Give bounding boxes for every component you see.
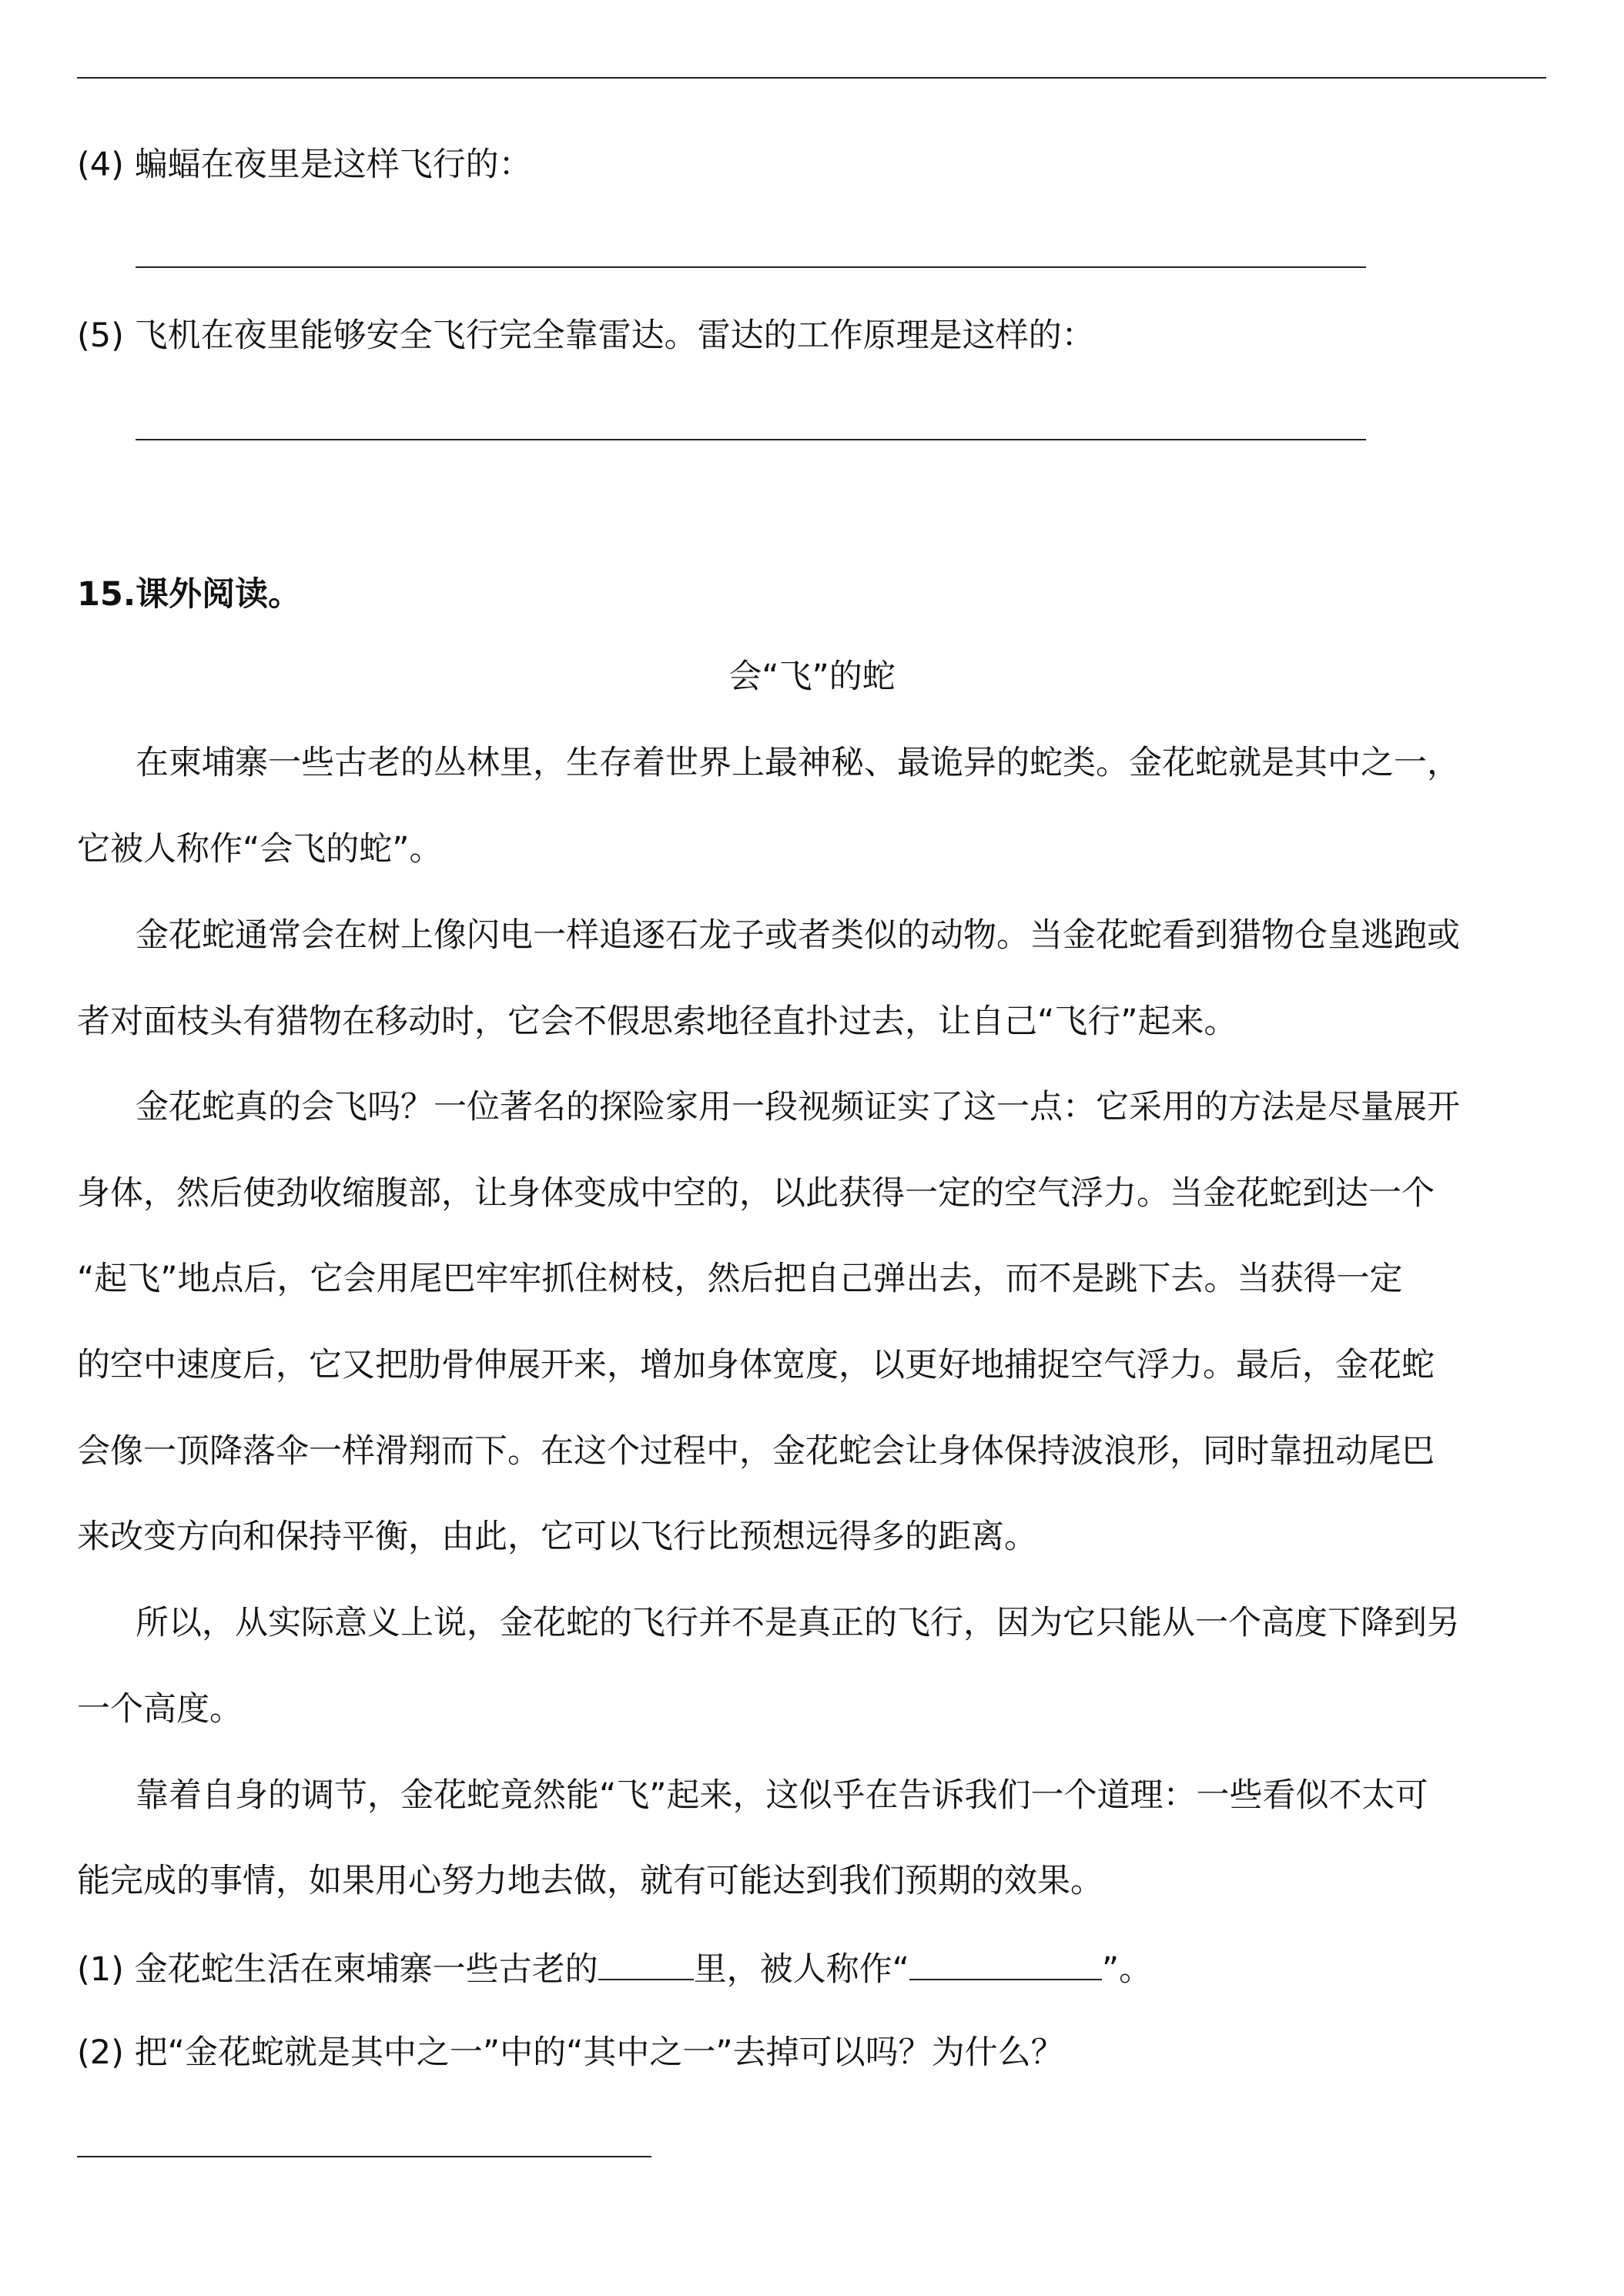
section-heading: 15.课外阅读。 bbox=[77, 575, 302, 614]
answer-line-q4[interactable] bbox=[136, 266, 1366, 268]
passage-line: 的空中速度后，它又把肋骨伸展开来，增加身体宽度，以更好地捕捉空气浮力。最后，金花蛇 bbox=[77, 1346, 1435, 1384]
passage-title: 会“飞”的蛇 bbox=[728, 658, 896, 696]
passage-line: 它被人称作“会飞的蛇”。 bbox=[77, 830, 443, 869]
passage-line: 能完成的事情，如果用心努力地去做，就有可能达到我们预期的效果。 bbox=[77, 1862, 1103, 1900]
passage-line: 会像一顶降落伞一样滑翔而下。在这个过程中，金花蛇会让身体保持波浪形，同时靠扭动尾巴 bbox=[77, 1432, 1435, 1471]
passage-line: 来改变方向和保持平衡，由此，它可以飞行比预想远得多的距离。 bbox=[77, 1518, 1037, 1556]
passage-line: 一个高度。 bbox=[77, 1690, 243, 1729]
sub-question-1 bbox=[77, 1945, 1152, 1991]
top-answer-line bbox=[77, 77, 1546, 79]
question-4: (4) 蝙蝠在夜里是这样飞行的： bbox=[77, 146, 532, 184]
sub-question-1-part1: (1) 金花蛇生活在柬埔寨一些古老的 bbox=[77, 1950, 598, 1989]
sub-question-2: (2) 把“金花蛇就是其中之一”中的“其中之一”去掉可以吗？为什么？ bbox=[77, 2033, 1064, 2072]
passage-line: 者对面枝头有猎物在移动时，它会不假思索地径直扑过去，让自己“飞行”起来。 bbox=[77, 1002, 1237, 1041]
passage-line: 靠着自身的调节，金花蛇竟然能“飞”起来，这似乎在告诉我们一个道理：一些看似不太可 bbox=[136, 1776, 1428, 1815]
passage-line: 所以，从实际意义上说，金花蛇的飞行并不是真正的飞行，因为它只能从一个高度下降到另 bbox=[136, 1604, 1460, 1642]
answer-line-q5[interactable] bbox=[136, 439, 1366, 440]
question-5: (5) 飞机在夜里能够安全飞行完全靠雷达。雷达的工作原理是这样的： bbox=[77, 316, 1095, 355]
passage-line: 金花蛇真的会飞吗？一位著名的探险家用一段视频证实了这一点：它采用的方法是尽量展开 bbox=[136, 1088, 1460, 1126]
answer-line-sq2[interactable] bbox=[77, 2156, 651, 2157]
blank-forest[interactable] bbox=[598, 1945, 694, 1980]
passage-line: 身体，然后使劲收缩腹部，让身体变成中空的，以此获得一定的空气浮力。当金花蛇到达一个 bbox=[77, 1174, 1435, 1213]
passage-line: 金花蛇通常会在树上像闪电一样追逐石龙子或者类似的动物。当金花蛇看到猎物仓皇逃跑或 bbox=[136, 916, 1460, 955]
sub-question-1-part3: ”。 bbox=[1101, 1950, 1153, 1989]
blank-nickname[interactable] bbox=[909, 1945, 1102, 1980]
passage-line: “起飞”地点后，它会用尾巴牢牢抓住树枝，然后把自己弹出去，而不是跳下去。当获得一定 bbox=[77, 1260, 1403, 1298]
sub-question-1-part2: 里，被人称作“ bbox=[693, 1950, 909, 1989]
passage-line: 在柬埔寨一些古老的丛林里，生存着世界上最神秘、最诡异的蛇类。金花蛇就是其中之一， bbox=[136, 744, 1460, 782]
